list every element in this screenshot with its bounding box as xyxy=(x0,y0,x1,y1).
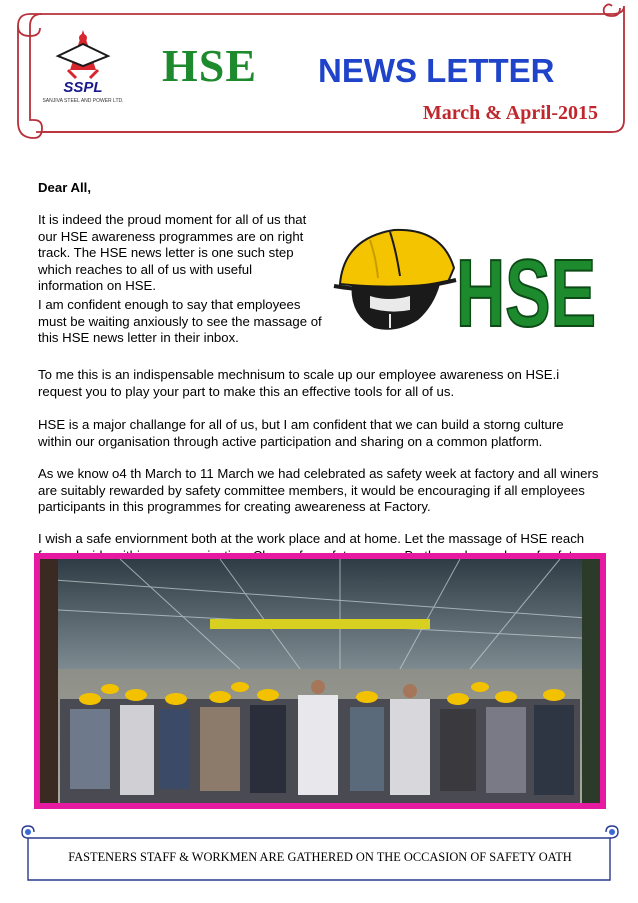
photo-frame xyxy=(34,553,606,809)
logo-text: SSPL xyxy=(63,79,103,96)
paragraph-5: As we know o4 th March to 11 March we had celebrated as safety week at factory and all winers are suitably rewarded by safety committee members, it would be encouraging if all employees participants in this programmes for creating aweareness at Factory. xyxy=(38,466,599,514)
photo-caption: FASTENERS STAFF & WORKMEN ARE GATHERED ON THE OCCASION OF SAFETY OATH xyxy=(68,850,572,864)
salutation: Dear All, xyxy=(38,180,92,195)
hse-logo xyxy=(330,210,602,347)
paragraph-1: It is indeed the proud moment for all of us that our HSE awareness programmes are on right track. The HSE news letter is one such step which reaches to all of us with useful information on HSE. xyxy=(38,212,307,293)
paragraph-4: HSE is a major challange for all of us, but I am confident that we can build a storng culture within our organisation through active participation and sharing on a common platform. xyxy=(38,417,564,449)
title-hse: HSE xyxy=(162,40,258,91)
company-logo xyxy=(38,26,128,106)
hard-hat-worker-icon xyxy=(334,230,456,330)
logo-subtext: SANJIVA STEEL AND POWER LTD. xyxy=(42,98,124,104)
issue-date: March & April-2015 xyxy=(422,102,598,124)
paragraph-2: I am confident enough to say that employees must be waiting anxiously to see the massage of this HSE news letter in their inbox. xyxy=(38,297,322,345)
paragraph-6: I wish a safe enviornment both at the work place and at home. Let the massage of HSE reach xyxy=(38,531,585,546)
header-banner xyxy=(12,4,628,142)
safety-oath-photo xyxy=(40,559,600,803)
caption-banner xyxy=(14,824,626,884)
title-newsletter: NEWS LETTER xyxy=(318,52,555,89)
hse-logo-text: HSE xyxy=(456,240,596,347)
paragraph-3: To me this is an indispensable mechnisum to scale up our employee awareness on HSE.i request you to play your part to make this an effective tools for all of us. xyxy=(38,367,560,399)
